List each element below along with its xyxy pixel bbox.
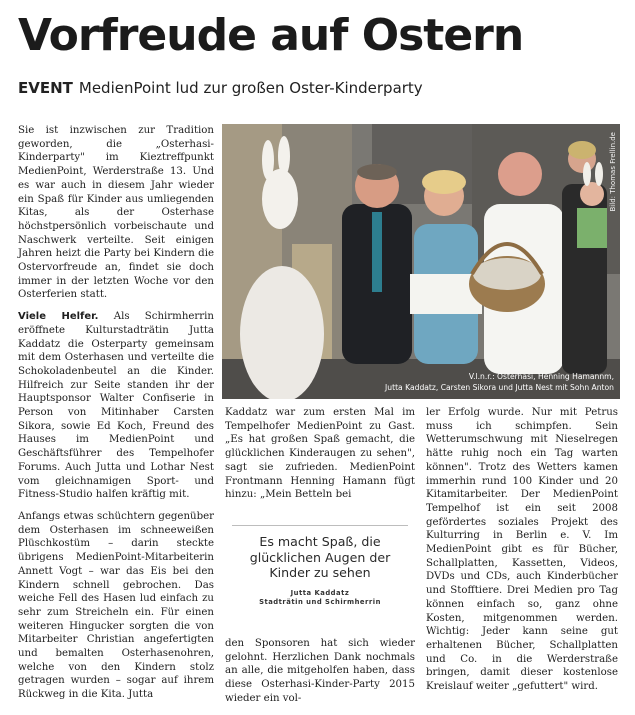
- article-column-2-continued: [225, 637, 415, 714]
- pull-quote-text: Es macht Spaß, die glücklichen Augen der Kinder zu sehen: [249, 534, 391, 580]
- paragraph-kaddatz: Kaddatz war zum ersten Mal im Tempelhofer MedienPoint zu Gast. „Es hat großen Spaß gemacht, die glücklichen Kinderaugen zu sehen", sagt sie zufrieden. MedienPoint Frontmann Henning Hamann fügt hinzu: „Mein Betteln bei: [225, 407, 415, 501]
- paragraph-sponsors: den Sponsoren hat sich wieder gelohnt. Herzlichen Dank nochmals an alle, die mitgeholfen haben, dass diese Osterhasi-Kinder-Party 2015 wieder ein vol-: [225, 638, 415, 704]
- paragraph-lead: Viele Helfer.: [18, 311, 99, 323]
- pull-quote-author-role: Stadträtin und Schirmherrin: [259, 598, 381, 606]
- photo-credit: Bild: Thomas Frellin.de: [609, 132, 617, 212]
- photo-caption: [385, 371, 614, 393]
- photo-caption-line-2: Jutta Kaddatz, Carsten Sikora und Jutta Nest mit Sohn Anton: [385, 383, 614, 392]
- photo-illustration: [222, 124, 620, 399]
- paragraph-helpers: [18, 310, 214, 502]
- pull-quote-author: [232, 589, 408, 608]
- article-column-3: [426, 406, 618, 702]
- pull-quote-author-name: Jutta Kaddatz: [290, 588, 350, 597]
- headline: Vorfreude auf Ostern: [18, 10, 524, 61]
- article-column-2: [225, 406, 415, 510]
- subline-text: MedienPoint lud zur großen Oster-Kinderparty: [78, 79, 423, 97]
- paragraph-intro: Sie ist inzwischen zur Tradition geworden, die „Osterhasi-Kinderparty" im Kieztreffpunkt MedienPoint, Werderstraße 13. Und es war auch in diesem Jahr wieder ein Spaß für Kinder aus umliegenden Kitas, als der Osterhase höchstpersönlich vorbeischaute und Naschwerk verteilte. Seit einigen Jahren heizt die Party bei Kindern die Ostervorfreude an, findet sie doch immer in der letzten Woche vor den Osterferien statt.: [18, 125, 214, 301]
- article-column-1: [18, 124, 214, 710]
- subline-kicker: EVENT: [18, 79, 73, 97]
- paragraph-kids: Anfangs etwas schüchtern gegenüber dem Osterhasen im schneeweißen Plüschkostüm – darin steckte übrigens MedienPoint-Mitarbeiterin Annett Vogt – war das Eis bei den Kindern schnell gebrochen. Das weiche Fell des Hasen lud einfach zu sehr zum Streicheln ein. Für einen weiteren Hingucker sorgten die von Mitarbeiter Christian angefertigten und bemalten Osterhasenohren, welche von den Kindern stolz getragen wurden – sogar auf ihrem Rückweg in die Kita. Jutta: [18, 510, 214, 701]
- article-photo: [222, 124, 620, 399]
- subline: [18, 78, 423, 98]
- pull-quote: [232, 525, 408, 608]
- paragraph-weather: ler Erfolg wurde. Nur mit Petrus muss ich schimpfen. Sein Wetterumschwung mit Nieselregen hätte ruhig noch ein Tag warten können". Trotz des Wetters kamen immerhin rund 100 Kinder und 20 Kitamitarbeiter. Der MedienPoint Tempelhof ist ein seit 2008 gefördertes soziales Projekt des Kulturring in Berlin e. V. Im MedienPoint gibt es für Bücher, Schallplatten, Kassetten, Videos, DVDs und CDs, auch Kinderbücher und Stofftiere. Drei Medien pro Tag können einfach so, ganz ohne Kosten, mitgenommen werden. Wichtig: Jeder kann seine gut erhaltenen Bücher, Schallplatten und Co. in die Werderstraße bringen, damit dieser kostenlose Kreislauf weiter „gefuttert" wird.: [426, 407, 618, 693]
- paragraph-helpers-text: Als Schirmherrin eröffnete Kulturstadträtin Jutta Kaddatz die Osterparty gemeinsam mit dem Osterhasen und verteilte die Schokoladenbeutel an die Kinder. Hilfreich zur Seite standen ihr der Hauptsponsor Walter Confiserie in Person von Mitinhaber Carsten Sikora, sowie Ed Koch, Freund des Hauses im MedienPoint und Geschäftsführer des Tempelhofer Forums. Auch Jutta und Lothar Nest vom gleichnamigen Sport- und Fitness-Studio halfen kräftig mit.: [18, 311, 214, 501]
- photo-caption-line-1: V.l.n.r.: Osterhasi, Henning Hamannm,: [468, 372, 614, 381]
